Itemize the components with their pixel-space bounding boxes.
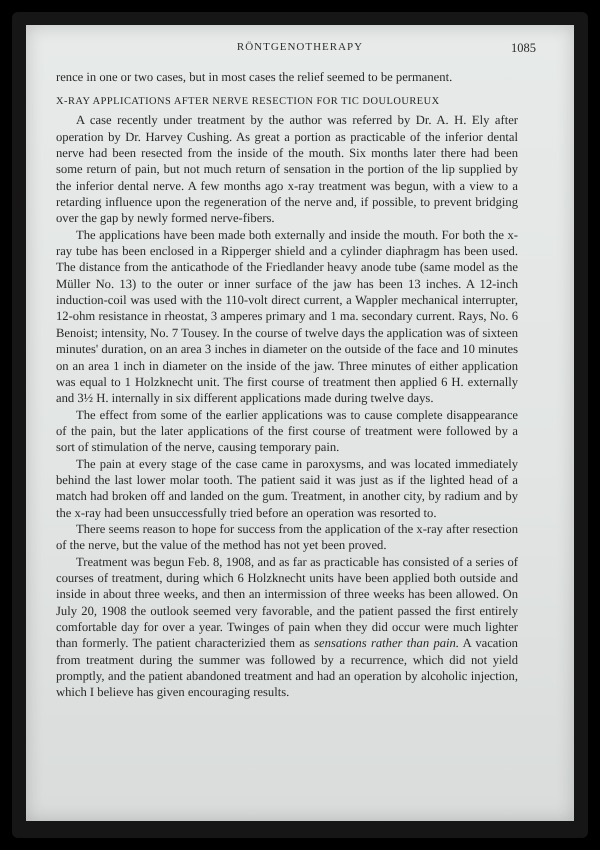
page-header <box>26 41 574 57</box>
section-heading: X-RAY APPLICATIONS AFTER NERVE RESECTION FOR TIC DOULOUREUX <box>56 96 440 108</box>
continuation-paragraph: rence in one or two cases, but in most cases the relief seemed to be permanent. <box>56 70 453 84</box>
paragraph-6 <box>56 554 518 701</box>
running-head: RÖNTGENOTHERAPY <box>236 41 364 53</box>
paragraph-3: The effect from some of the earlier applications was to cause complete disappearance of the pain, but the later applications of the first course of treatment were followed by a sort of stimulation of the nerve, causing temporary pain. <box>56 407 518 455</box>
paragraph-6-part-1: Treatment was begun Feb. 8, 1908, and as far as practicable has consisted of a series of courses of treatment, during which 6 Holzknecht units have been applied both outside and inside in about three weeks, and then an intermission of three weeks has been allowed. On July 20, 1908 the outlook seemed very favorable, and the patient passed the first entirely comfortable day for over a year. Twinges of pain when they did occur were much lighter than formerly. The patient characterizied them as <box>56 554 518 651</box>
book-page <box>26 25 574 821</box>
paragraph-4: The pain at every stage of the case came in paroxysms, and was located immediately behind the last lower molar tooth. The patient said it was just as if the lighted head of a match had broken off and landed on the gum. Treatment, in another city, by radium and by the x-ray had been unsuccessfully tried before an operation was resorted to. <box>56 456 518 520</box>
paragraph-6-part-2: A vacation from treatment during the summer was followed by a recurrence, which did not yield promptly, and the patient abandoned treatment and had an operation by alcoholic injection, which I believe has given encouraging results. <box>56 636 518 700</box>
article-body <box>56 69 518 701</box>
paragraph-5: There seems reason to hope for success from the application of the x-ray after resection of the nerve, but the value of the method has not yet been proved. <box>56 521 518 553</box>
paragraph-2: The applications have been made both externally and inside the mouth. For both the x-ray tube has been enclosed in a Ripperger shield and a cylinder diaphragm has been used. The distance from the anticathode of the Friedlander heavy anode tube (same model as the Müller No. 13) to the outer or inner surface of the jaw has been 13 inches. A 12-inch induction-coil was used with the 110-volt direct current, a Wappler mechanical interrupter, 12-ohm resistance in rheostat, 3 amperes primary and 1 ma. secondary current. Rays, No. 6 Benoist; intensity, No. 7 Tousey. In the course of twelve days the application was of sixteen minutes' duration, on an area 3 inches in diameter on the outside of the face and 10 minutes on an area 1 inch in diameter on the inside of the jaw. Three minutes of either application was equal to 1 Holzknecht unit. The first course of treatment then applied 6 H. externally and 3½ H. internally in six different applications made during twelve days. <box>56 227 518 406</box>
page-number: 1085 <box>511 41 536 55</box>
paragraph-1: A case recently under treatment by the author was referred by Dr. A. H. Ely after operation by Dr. Harvey Cushing. As great a portion as practicable of the inferior dental nerve had been resected from the inside of the mouth. Six months later there had been some return of pain, but not much return of sensation in the portion of the lip supplied by the inferior dental nerve. A few months ago x-ray treatment was begun, with a view to a retarding influence upon the regeneration of the nerve and, if possible, to prevent bridging over the gap by newly formed nerve-fibers. <box>56 113 518 226</box>
paragraph-6-emphasis: sensations rather than pain. <box>314 636 459 651</box>
